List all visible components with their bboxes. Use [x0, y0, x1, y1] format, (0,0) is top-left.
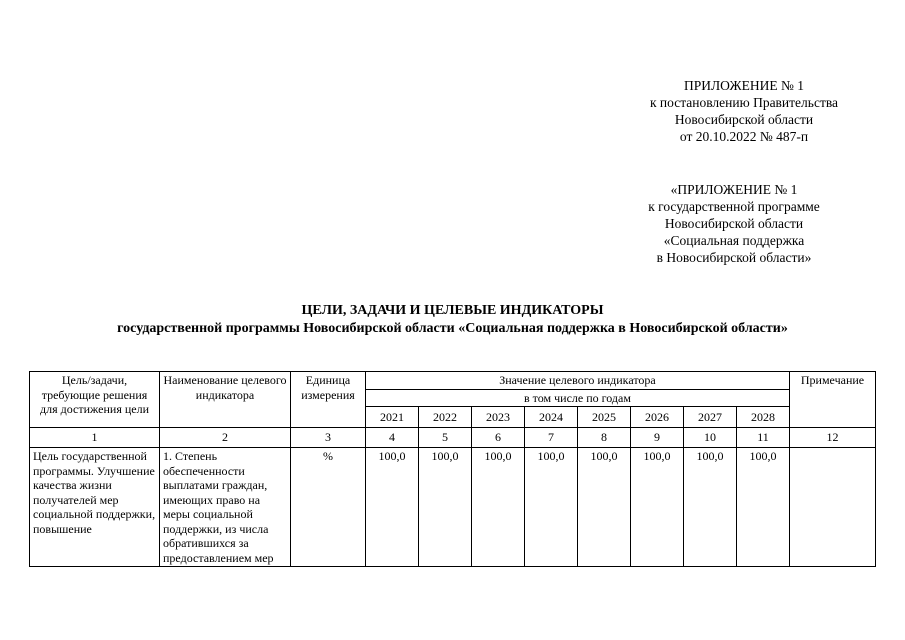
goal-cell: Цель государственной программы. Улучшение качества жизни получателей мер социальной поддержки, повышение [30, 448, 160, 567]
value-cell: 100,0 [631, 448, 684, 567]
value-cell: 100,0 [525, 448, 578, 567]
year-header: 2026 [631, 407, 684, 428]
column-number: 6 [472, 428, 525, 448]
appendix-1-line: Новосибирской области [674, 112, 814, 127]
header-value: Значение целевого индикатора [366, 372, 790, 390]
header-note: Примечание [790, 372, 876, 428]
column-number: 12 [790, 428, 876, 448]
value-cell: 100,0 [578, 448, 631, 567]
table-row [30, 448, 876, 567]
column-number: 8 [578, 428, 631, 448]
appendix-2-line: в Новосибирской области» [656, 250, 812, 265]
unit-cell: % [291, 448, 366, 567]
column-number: 3 [291, 428, 366, 448]
column-number: 7 [525, 428, 578, 448]
value-cell: 100,0 [472, 448, 525, 567]
document-title [0, 302, 905, 338]
value-cell: 100,0 [737, 448, 790, 567]
appendix-1-line: к постановлению Правительства [649, 95, 839, 110]
indicators-table [29, 371, 876, 567]
value-cell: 100,0 [366, 448, 419, 567]
title-line-2: государственной программы Новосибирской области «Социальная поддержка в Новосибирской области» [117, 321, 788, 336]
header-goal: Цель/задачи, требующие решения для достижения цели [30, 372, 160, 428]
appendix-2-line: «ПРИЛОЖЕНИЕ № 1 [670, 182, 798, 197]
year-header: 2021 [366, 407, 419, 428]
appendix-1-header [594, 77, 894, 145]
year-header: 2028 [737, 407, 790, 428]
year-header: 2023 [472, 407, 525, 428]
value-cell: 100,0 [684, 448, 737, 567]
column-number: 5 [419, 428, 472, 448]
appendix-2-line: «Социальная поддержка [663, 233, 805, 248]
column-number: 2 [160, 428, 291, 448]
header-indicator: Наименование целевого индикатора [160, 372, 291, 428]
indicator-cell: 1. Степень обеспеченности выплатами граждан, имеющих право на меры социальной поддержки, из числа обратившихся за предоставлением мер [160, 448, 291, 567]
year-header: 2024 [525, 407, 578, 428]
year-header: 2025 [578, 407, 631, 428]
note-cell [790, 448, 876, 567]
column-number: 10 [684, 428, 737, 448]
year-header: 2027 [684, 407, 737, 428]
appendix-2-header [584, 181, 884, 266]
column-number: 4 [366, 428, 419, 448]
appendix-1-line: от 20.10.2022 № 487-п [679, 129, 809, 144]
year-header: 2022 [419, 407, 472, 428]
appendix-2-line: к государственной программе [648, 199, 820, 214]
value-cell: 100,0 [419, 448, 472, 567]
header-unit: Единица измерения [291, 372, 366, 428]
column-number: 9 [631, 428, 684, 448]
appendix-2-line: Новосибирской области [664, 216, 804, 231]
column-number: 1 [30, 428, 160, 448]
header-row-1 [30, 372, 876, 390]
header-by-years: в том числе по годам [366, 389, 790, 407]
column-numbers-row [30, 428, 876, 448]
title-line-1: ЦЕЛИ, ЗАДАЧИ И ЦЕЛЕВЫЕ ИНДИКАТОРЫ [301, 303, 604, 318]
column-number: 11 [737, 428, 790, 448]
appendix-1-line: ПРИЛОЖЕНИЕ № 1 [683, 78, 805, 93]
